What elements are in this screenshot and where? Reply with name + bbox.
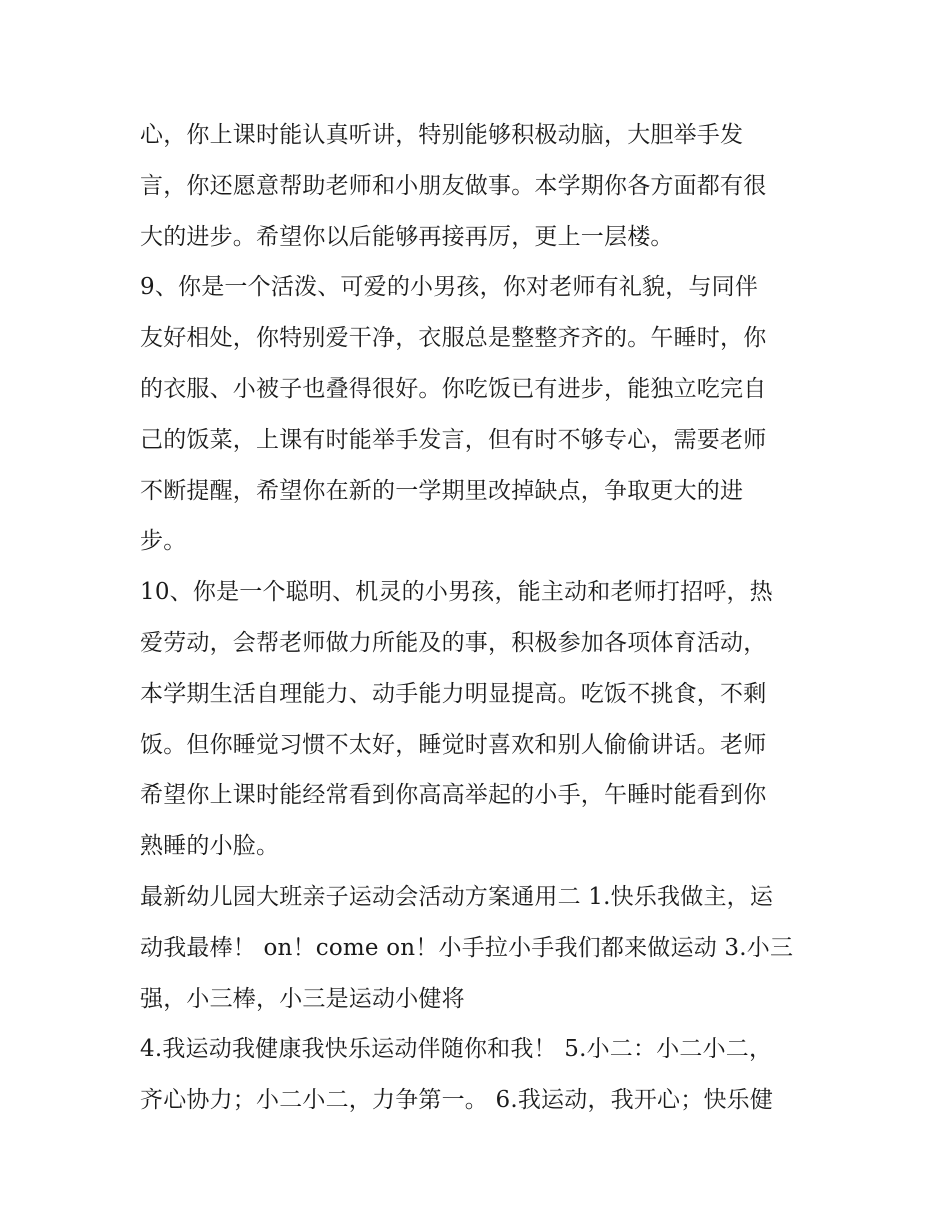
text-line: 心，你上课时能认真听讲，特别能够积极动脑，大胆举手发 — [140, 122, 744, 148]
text-line: 4.我运动我健康我快乐运动伴随你和我！ 5.小二：小二小二， — [140, 1036, 773, 1063]
text-line: 齐心协力；小二小二，力争第一。 6.我运动，我开心；快乐健 — [140, 1087, 774, 1114]
text-line: 动我最棒！ on！come on！小手拉小手我们都来做运动 3.小三 — [140, 934, 794, 961]
text-line: 最新幼儿园大班亲子运动会活动方案通用二 1.快乐我做主，运 — [140, 883, 774, 910]
text-line: 饭。但你睡觉习惯不太好，睡觉时喜欢和别人偷偷讲话。老师 — [140, 731, 767, 758]
text-line: 的衣服、小被子也叠得很好。你吃饭已有进步，能独立吃完自 — [140, 375, 767, 402]
text-line: 9、你是一个活泼、可爱的小男孩，你对老师有礼貌，与同伴 — [140, 274, 759, 301]
text-line: 言，你还愿意帮助老师和小朋友做事。本学期你各方面都有很 — [140, 172, 767, 199]
text-line: 大的进步。希望你以后能够再接再厉，更上一层楼。 — [140, 223, 674, 250]
text-line: 不断提醒，希望你在新的一学期里改掉缺点，争取更大的进 — [140, 477, 744, 504]
text-line: 强，小三棒，小三是运动小健将 — [140, 985, 465, 1012]
document-body — [140, 110, 820, 1126]
text-line: 希望你上课时能经常看到你高高举起的小手，午睡时能看到你 — [140, 782, 767, 809]
text-line: 爱劳动，会帮老师做力所能及的事，积极参加各项体育活动， — [140, 629, 767, 656]
text-line: 本学期生活自理能力、动手能力明显提高。吃饭不挑食，不剩 — [140, 680, 767, 707]
text-line: 友好相处，你特别爱干净，衣服总是整整齐齐的。午睡时，你 — [140, 325, 767, 352]
text-line: 10、你是一个聪明、机灵的小男孩，能主动和老师打招呼，热 — [140, 579, 773, 606]
text-line: 步。 — [140, 528, 187, 555]
text-line: 己的饭菜，上课有时能举手发言，但有时不够专心，需要老师 — [140, 426, 767, 453]
text-line: 熟睡的小脸。 — [140, 833, 280, 860]
